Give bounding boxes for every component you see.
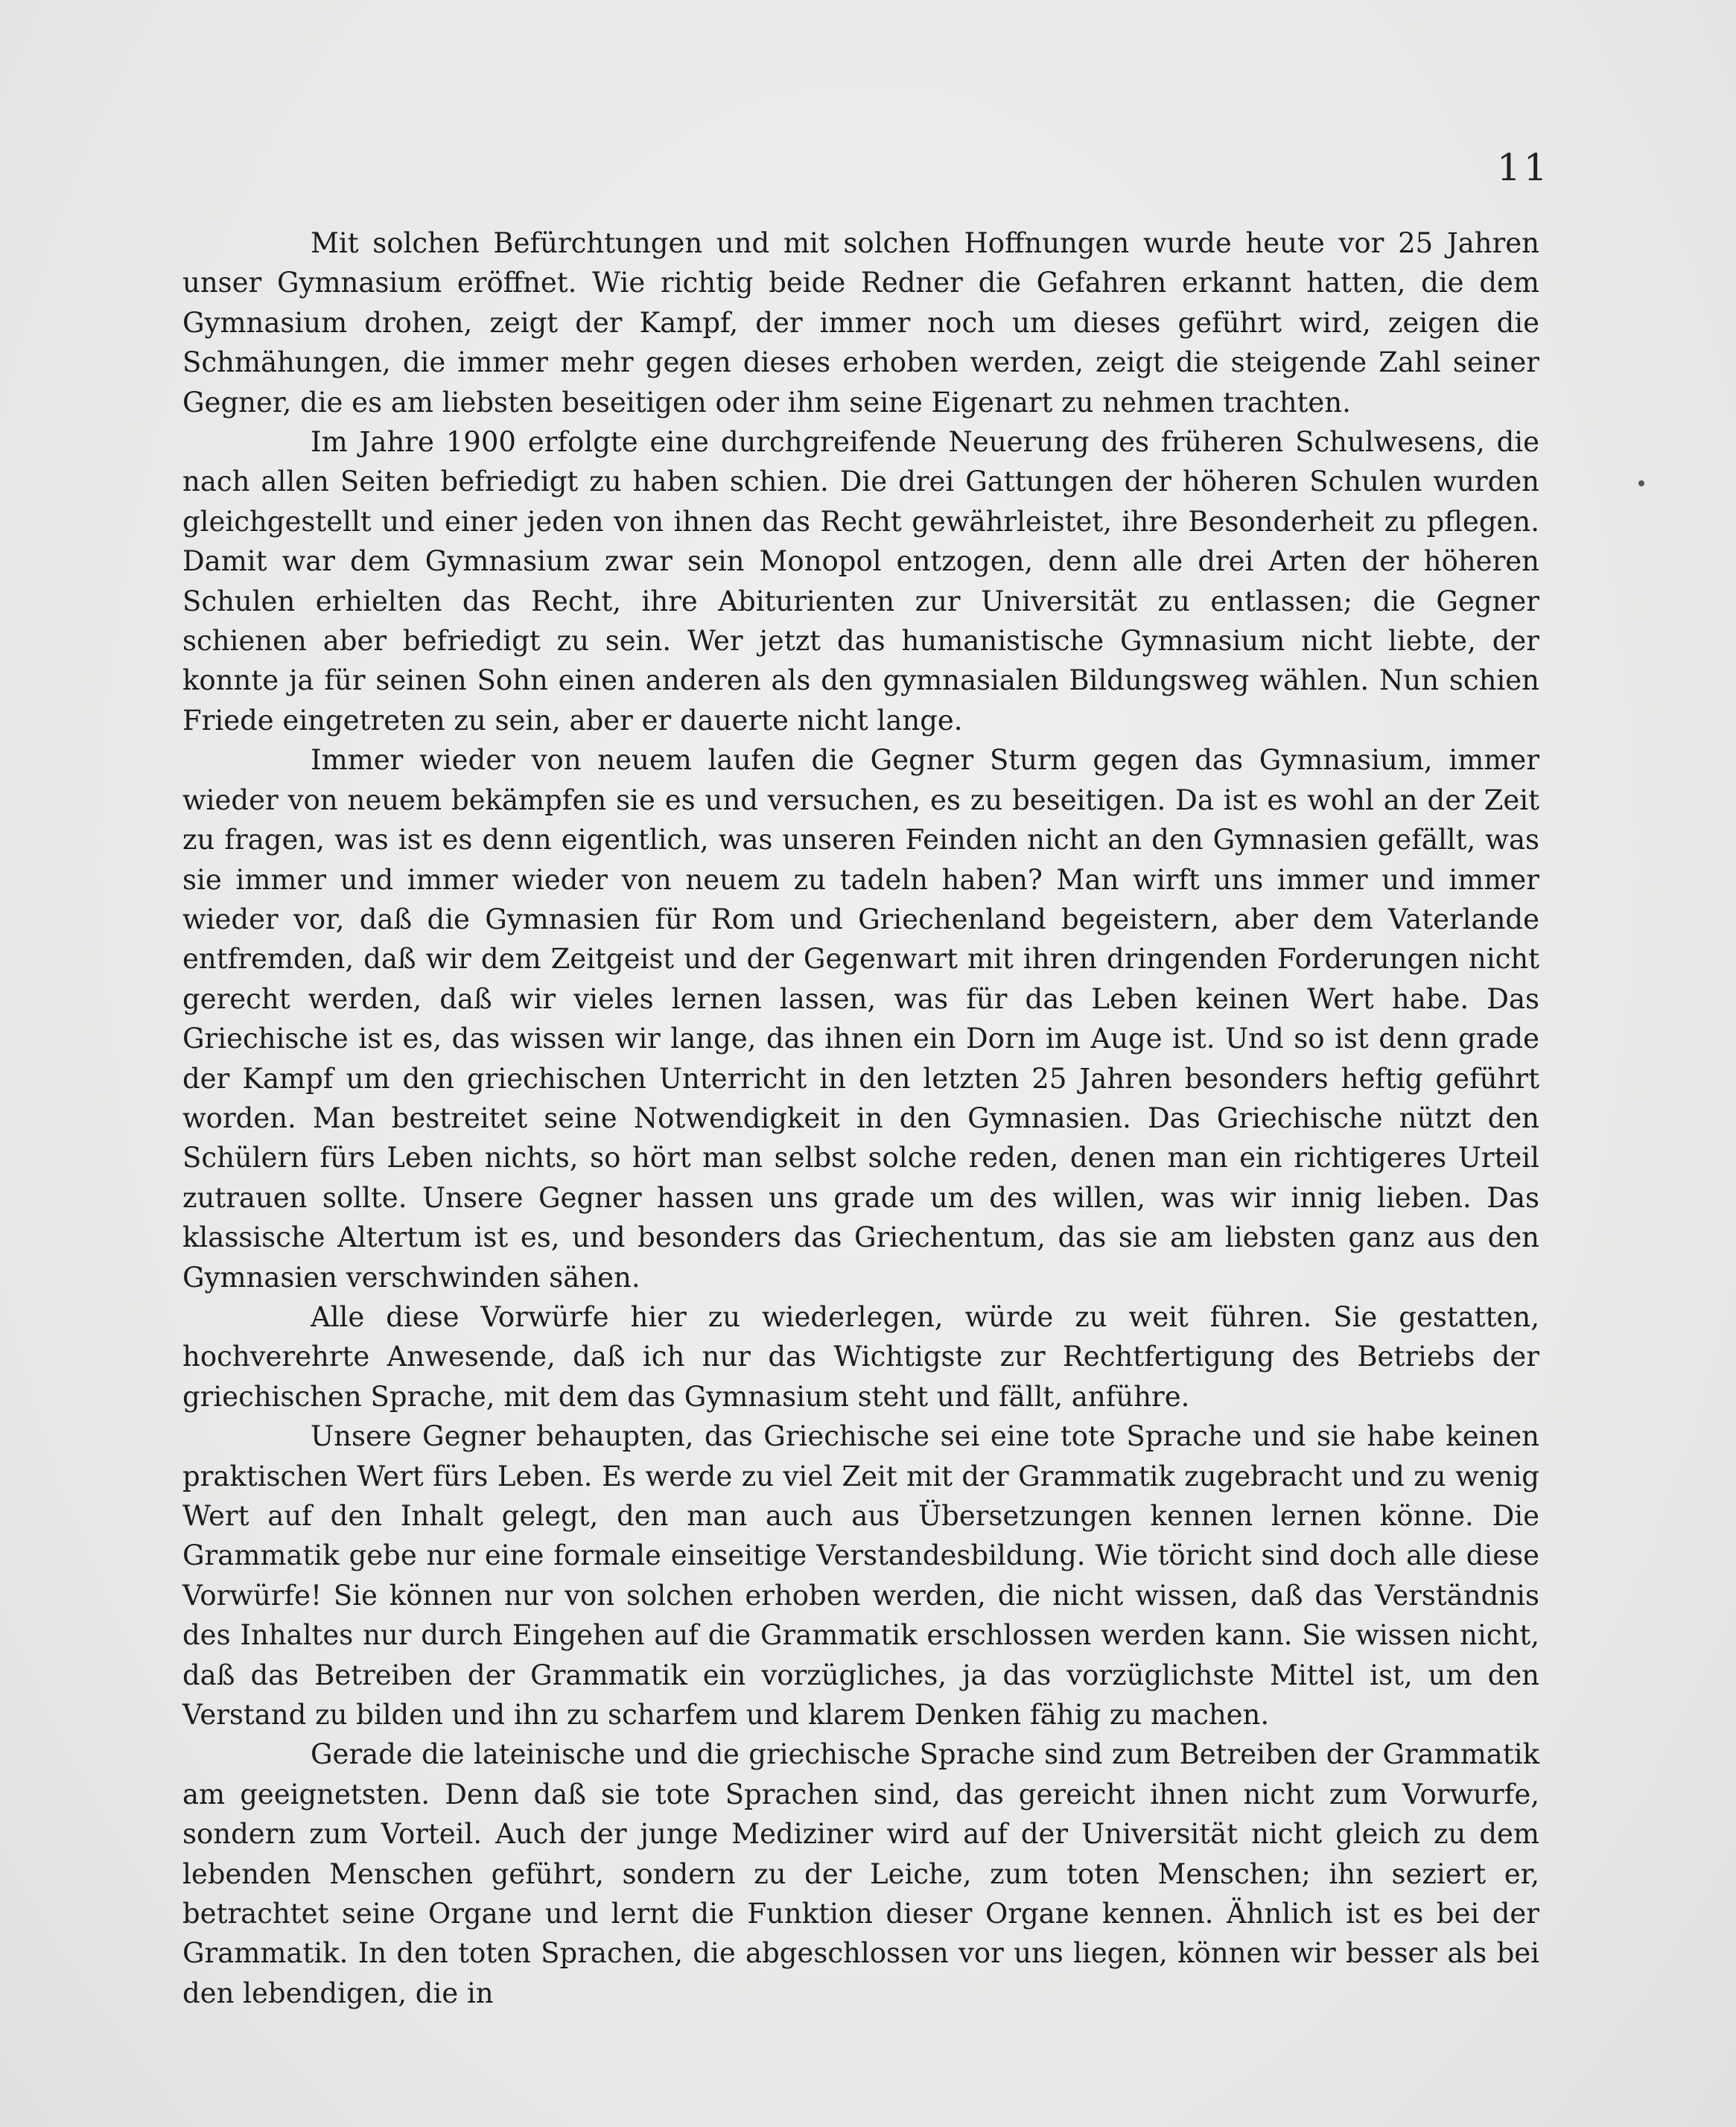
body-text bbox=[182, 223, 1539, 2013]
paragraph-4: Alle diese Vorwürfe hier zu wiederlegen, würde zu weit führen. Sie gestatten, hochverehrte Anwesende, daß ich nur das Wichtigste zur Rechtfertigung des Betriebs der griechischen Sprache, mit dem das Gymnasium steht und fällt, anführe. bbox=[182, 1300, 1539, 1413]
page-number: 11 bbox=[1497, 146, 1551, 189]
paragraph-3: Immer wieder von neuem laufen die Gegner Sturm gegen das Gymnasium, immer wieder von neuem bekämpfen sie es und versuchen, es zu beseitigen. Da ist es wohl an der Zeit zu fragen, was ist es denn eigentlich, was unseren Feinden nicht an den Gymnasien gefällt, was sie immer und immer wieder von neuem zu tadeln haben? Man wirft uns immer und immer wieder vor, daß die Gymnasien für Rom und Griechenland begeistern, aber dem Vaterlande entfremden, daß wir dem Zeitgeist und der Gegenwart mit ihren dringenden Forderungen nicht gerecht werden, daß wir vieles lernen lassen, was für das Leben keinen Wert habe. Das Griechische ist es, das wissen wir lange, das ihnen ein Dorn im Auge ist. Und so ist denn grade der Kampf um den griechischen Unterricht in den letzten 25 Jahren besonders heftig geführt worden. Man bestreitet seine Notwendigkeit in den Gymnasien. Das Griechische nützt den Schülern fürs Leben nichts, so hört man selbst solche reden, denen man ein richtigeres Urteil zutrauen sollte. Unsere Gegner hassen uns grade um des willen, was wir innig lieben. Das klassische Altertum ist es, und besonders das Griechentum, das sie am liebsten ganz aus den Gymnasien verschwinden sähen. bbox=[182, 744, 1539, 1294]
paragraph-6: Gerade die lateinische und die griechische Sprache sind zum Betreiben der Grammatik am geeignetsten. Denn daß sie tote Sprachen sind, das gereicht ihnen nicht zum Vorwurfe, sondern zum Vorteil. Auch der junge Mediziner wird auf der Universität nicht gleich zu dem lebenden Menschen geführt, sondern zu der Leiche, zum toten Menschen; ihn seziert er, betrachtet seine Organe und lernt die Funktion dieser Organe kennen. Ähnlich ist es bei der Grammatik. In den toten Sprachen, die abgeschlossen vor uns liegen, können wir besser als bei den lebendigen, die in bbox=[182, 1738, 1539, 2009]
paragraph-5: Unsere Gegner behaupten, das Griechische sei eine tote Sprache und sie habe keinen praktischen Wert fürs Leben. Es werde zu viel Zeit mit der Grammatik zugebracht und zu wenig Wert auf den Inhalt gelegt, den man auch aus Übersetzungen kennen lernen könne. Die Grammatik gebe nur eine formale einseitige Verstandesbildung. Wie töricht sind doch alle diese Vorwürfe! Sie können nur von solchen erhoben werden, die nicht wissen, daß das Verständnis des Inhaltes nur durch Eingehen auf die Grammatik erschlossen werden kann. Sie wissen nicht, daß das Betreiben der Grammatik ein vorzügliches, ja das vorzüglichste Mittel ist, um den Verstand zu bilden und ihn zu scharfem und klarem Denken fähig zu machen. bbox=[182, 1420, 1539, 1732]
dust-speck bbox=[1638, 480, 1644, 486]
paragraph-1: Mit solchen Befürchtungen und mit solchen Hoffnungen wurde heute vor 25 Jahren unser Gymnasium eröffnet. Wie richtig beide Redner die Gefahren erkannt hatten, die dem Gymnasium drohen, zeigt der Kampf, der immer noch um dieses geführt wird, zeigen die Schmähungen, die immer mehr gegen dieses erhoben werden, zeigt die steigende Zahl seiner Gegner, die es am liebsten beseitigen oder ihm seine Eigenart zu nehmen trachten. bbox=[182, 227, 1539, 419]
paragraph-2: Im Jahre 1900 erfolgte eine durchgreifende Neuerung des früheren Schulwesens, die nach allen Seiten befriedigt zu haben schien. Die drei Gattungen der höheren Schulen wurden gleichgestellt und einer jeden von ihnen das Recht gewährleistet, ihre Besonderheit zu pflegen. Damit war dem Gymnasium zwar sein Monopol entzogen, denn alle drei Arten der höheren Schulen erhielten das Recht, ihre Abiturienten zur Universität zu entlassen; die Gegner schienen aber befriedigt zu sein. Wer jetzt das humanistische Gymnasium nicht liebte, der konnte ja für seinen Sohn einen anderen als den gymnasialen Bildungsweg wählen. Nun schien Friede eingetreten zu sein, aber er dauerte nicht lange. bbox=[182, 426, 1539, 737]
